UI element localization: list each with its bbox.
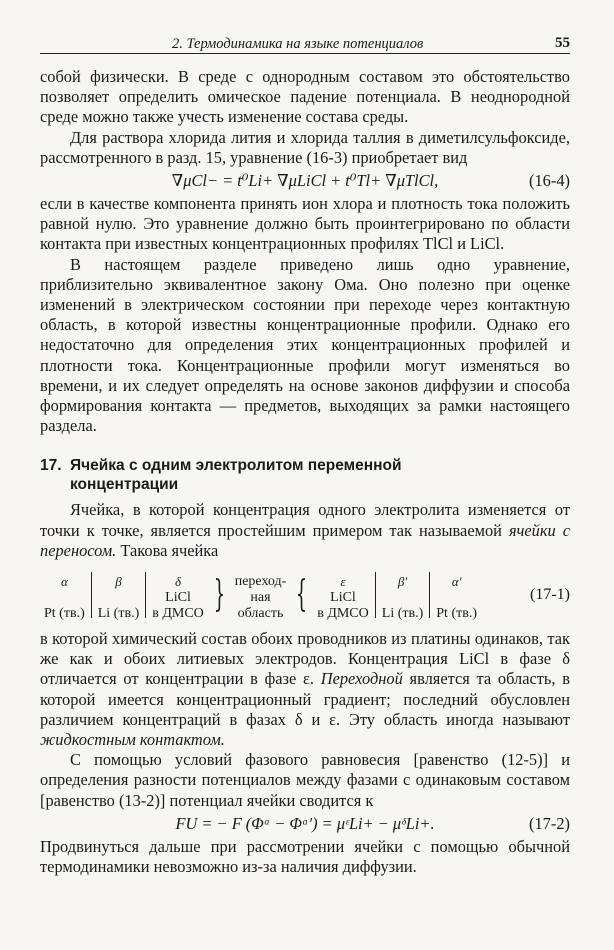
equation-17-2-body: FU = − F (Φᵅ − Φᵅ′) = μᵋLi+ − μᵟLi+.	[175, 813, 435, 833]
brace-left: {	[296, 574, 308, 616]
transition-line-3: область	[237, 606, 284, 622]
phase-boundary	[145, 572, 146, 618]
phase-epsilon	[313, 568, 373, 622]
paragraph-6-emphasis-2: жидкостным контактом.	[40, 730, 225, 750]
phase-beta	[94, 568, 144, 622]
phase-beta-symbol: β	[115, 574, 122, 590]
brace-right: }	[213, 574, 225, 616]
paragraph-5-end: Такова ячейка	[116, 540, 219, 560]
phase-boundary	[429, 572, 430, 618]
section-number: 17.	[40, 457, 62, 475]
phase-beta-prime-symbol: β′	[397, 574, 408, 590]
equation-17-1-number: (17-1)	[530, 586, 570, 604]
page-number: 55	[555, 35, 570, 51]
equation-16-4-body: ∇μCl− = t⁰Li+ ∇μLiCl + t⁰Tl+ ∇μTlCl,	[171, 170, 439, 190]
section-title-line-1: Ячейка с одним электролитом переменной	[70, 457, 402, 475]
paragraph-1: собой физически. В среде с однородным составом это обстоятельство позволяет определить омическое падение потенциала. В неоднородной среде можно также учесть изменение состава среды.	[40, 67, 570, 127]
phase-beta-label: Li (тв.)	[97, 606, 140, 622]
phase-alpha-prime-symbol: α′	[451, 574, 462, 590]
paragraph-5-emphasis: ячейки с переносом.	[40, 520, 570, 560]
page	[40, 30, 570, 877]
phase-alpha-prime	[432, 568, 481, 622]
paragraph-5-start: Ячейка, в которой концентрация одного электролита изменяется от точки к точке, является простейшим примером так называемой	[40, 500, 570, 540]
phase-epsilon-label: в ДМСО	[317, 606, 369, 622]
phase-alpha-label: Pt (тв.)	[44, 606, 85, 622]
phase-delta-top: LiCl	[165, 590, 191, 606]
paragraph-7: С помощью условий фазового равновесия [равенство (12-5)] и определения разности потенциалов между фазами с одинаковым составом [равенство (13-2)] потенциал ячейки сводится к	[40, 750, 570, 810]
phase-epsilon-top: LiCl	[330, 590, 356, 606]
transition-region	[231, 568, 291, 622]
paragraph-4: В настоящем разделе приведено лишь одно уравнение, приблизительно эквивалентное закону Ома. Оно полезно при оценке изменений в электрическом состоянии при переходе через контактную область, в которой известны концентрационные профили. Однако его недостаточно для определения этих концентрационных профилей и плотности тока. Концентрационные профили могут изменяться во времени, и их следует определять на основе законов диффузии и способа формирования контакта — предметов, выходящих за рамки настоящего раздела.	[40, 254, 570, 436]
phase-delta	[148, 568, 208, 622]
phase-epsilon-symbol: ε	[340, 574, 346, 590]
phase-delta-symbol: δ	[174, 574, 182, 590]
section-heading	[40, 456, 570, 494]
paragraph-8: Продвинуться дальше при рассмотрении ячейки с помощью обычной термодинамики невозможно из-за наличия диффузии.	[40, 836, 570, 877]
phase-boundary	[375, 572, 376, 618]
running-header	[40, 30, 570, 52]
equation-17-2	[40, 811, 570, 837]
phase-delta-label: в ДМСО	[152, 606, 204, 622]
running-title: 2. Термодинамика на языке потенциалов	[172, 36, 424, 52]
phase-beta-prime	[378, 568, 428, 622]
paragraph-3: если в качестве компонента принять ион хлора и плотность тока положить равной нулю. Это уравнение должно быть проинтегрировано по области контакта при известных концентрационных профилях TlCl и LiCl.	[40, 194, 570, 254]
page-body	[40, 67, 570, 877]
paragraph-5	[40, 500, 570, 561]
phase-beta-prime-label: Li (тв.)	[381, 606, 424, 622]
transition-line-1: переход-	[234, 574, 287, 590]
equation-16-4-number: (16-4)	[529, 170, 570, 190]
transition-line-2: ная	[250, 590, 271, 606]
paragraph-6	[40, 629, 570, 750]
cell-diagram-17-1	[40, 567, 570, 623]
phase-boundary	[91, 572, 92, 618]
equation-17-2-number: (17-2)	[529, 813, 570, 833]
paragraph-6-emphasis-1: Переходной	[320, 669, 403, 689]
paragraph-2: Для раствора хлорида лития и хлорида таллия в диметилсульфоксиде, рассмотренного в разд. 15, уравнение (16-3) приобретает вид	[40, 127, 570, 167]
equation-16-4	[40, 168, 570, 194]
paragraph-6-part-2: является та область, в которой имеется концентрационный градиент; последний обусловлен различием концентраций в фазах δ и ε. Эту область иногда называют	[40, 669, 570, 729]
phase-alpha-prime-label: Pt (тв.)	[436, 606, 477, 622]
phase-alpha-symbol: α	[60, 574, 68, 590]
phase-alpha	[40, 568, 89, 622]
paragraph-6-part-1: в которой химический состав обоих проводников из платины одинаков, так же как и обоих литиевых электродов. Концентрация LiCl в фазе δ отличается от концентрации в фазе ε.	[40, 629, 570, 689]
section-title-line-2: концентрации	[70, 476, 179, 494]
